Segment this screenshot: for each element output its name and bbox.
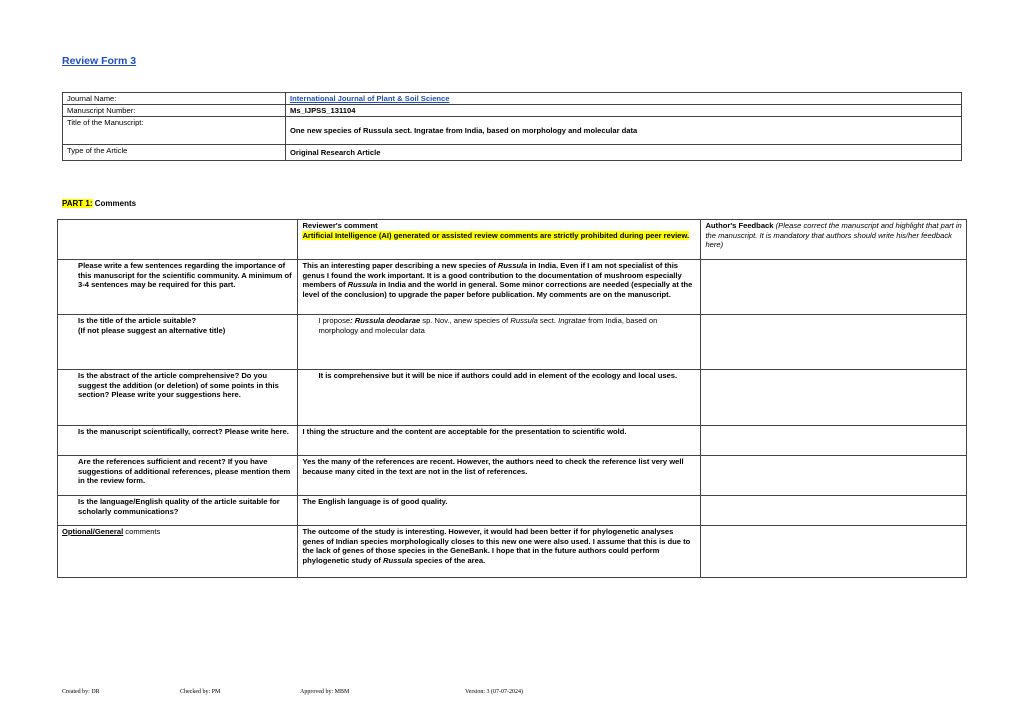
header-row — [58, 220, 967, 260]
feedback-cell[interactable] — [701, 496, 967, 526]
table-row — [58, 315, 967, 370]
table-row — [58, 526, 967, 578]
footer-approved: Approved by: MBM — [300, 689, 350, 695]
table-row — [58, 496, 967, 526]
author-feedback-header: Author's Feedback — [705, 221, 774, 230]
feedback-cell[interactable] — [701, 370, 967, 426]
journal-link[interactable]: International Journal of Plant & Soil Science — [290, 94, 450, 103]
answer-importance: This an interesting paper describing a new species of Russula in India. Even if I am not specialist of this genus I found the work important. It is a good contribution to the documentation of mushroom especially members of Russula in India and the world in general. Some minor corrections are needed (especially at the level of the conclusion) to upgrade the paper before publication. My comments are on the manuscript. — [298, 260, 701, 315]
question-language: Is the language/English quality of the article suitable for scholarly communications? — [58, 496, 298, 526]
part1-rest: Comments — [92, 199, 137, 208]
table-row — [58, 456, 967, 496]
part1-label: PART 1: — [62, 199, 93, 208]
answer-general: The outcome of the study is interesting. However, it would had been better if for phylogenetic analyses genes of Indian species morphologically closes to this new one were also used. I assume that this is due to the lack of genes of those species in the GeneBank. I hope that in the future authors could perform phylogenetic study of Russula species of the area. — [298, 526, 701, 578]
answer-scientific: I thing the structure and the content are acceptable for the presentation to scientific wold. — [298, 426, 701, 456]
footer-checked: Checked by: PM — [180, 689, 221, 695]
reviewer-comment-header: Reviewer's comment — [302, 221, 378, 230]
question-abstract: Is the abstract of the article comprehensive? Do you suggest the addition (or deletion) of some points in this section? Please write your suggestions here. — [58, 370, 298, 426]
journal-row — [63, 93, 962, 105]
type-label: Type of the Article — [63, 145, 286, 161]
table-row — [58, 260, 967, 315]
ai-notice: Artificial Intelligence (AI) generated or assisted review comments are strictly prohibited during peer review. — [302, 230, 690, 240]
manuscript-title: One new species of Russula sect. Ingratae from India, based on morphology and molecular data — [286, 117, 962, 145]
author-feedback-note: (Please correct the manuscript and highlight that part in the manuscript. It is mandatory that authors should write his/her feedback here) — [705, 221, 962, 250]
feedback-cell[interactable] — [701, 426, 967, 456]
title-label: Title of the Manuscript: — [63, 117, 286, 145]
table-row — [58, 426, 967, 456]
journal-label: Journal Name: — [63, 93, 286, 105]
manuscript-label: Manuscript Number: — [63, 105, 286, 117]
answer-title: I propose: Russula deodarae sp. Nov., anew species of Russula sect. Ingratae from India, based on morphology and molecular data — [298, 315, 701, 370]
question-title: Is the title of the article suitable? (If not please suggest an alternative title) — [58, 315, 298, 370]
journal-info-table — [62, 92, 962, 161]
question-references: Are the references sufficient and recent? If you have suggestions of additional references, please mention them in the review form. — [58, 456, 298, 496]
answer-references: Yes the many of the references are recent. However, the authors need to check the reference list very well because many cited in the text are not in the list of references. — [298, 456, 701, 496]
footer-version: Version: 3 (07-07-2024) — [465, 689, 523, 695]
title-row — [63, 117, 962, 145]
answer-language: The English language is of good quality. — [298, 496, 701, 526]
feedback-cell[interactable] — [701, 526, 967, 578]
answer-abstract: It is comprehensive but it will be nice if authors could add in element of the ecology and local uses. — [298, 370, 701, 426]
type-row — [63, 145, 962, 161]
manuscript-row — [63, 105, 962, 117]
question-general: Optional/General comments — [58, 526, 298, 578]
question-importance: Please write a few sentences regarding the importance of this manuscript for the scientific community. A minimum of 3-4 sentences may be required for this part. — [58, 260, 298, 315]
part1-heading — [62, 199, 136, 208]
footer-created: Created by: DR — [62, 689, 100, 695]
feedback-cell[interactable] — [701, 260, 967, 315]
feedback-cell[interactable] — [701, 456, 967, 496]
header-empty-cell — [58, 220, 298, 260]
article-type: Original Research Article — [286, 145, 962, 161]
manuscript-number: Ms_IJPSS_131104 — [286, 105, 962, 117]
comments-table — [57, 219, 967, 578]
form-title: Review Form 3 — [62, 55, 137, 67]
question-scientific: Is the manuscript scientifically, correct? Please write here. — [58, 426, 298, 456]
feedback-cell[interactable] — [701, 315, 967, 370]
table-row — [58, 370, 967, 426]
